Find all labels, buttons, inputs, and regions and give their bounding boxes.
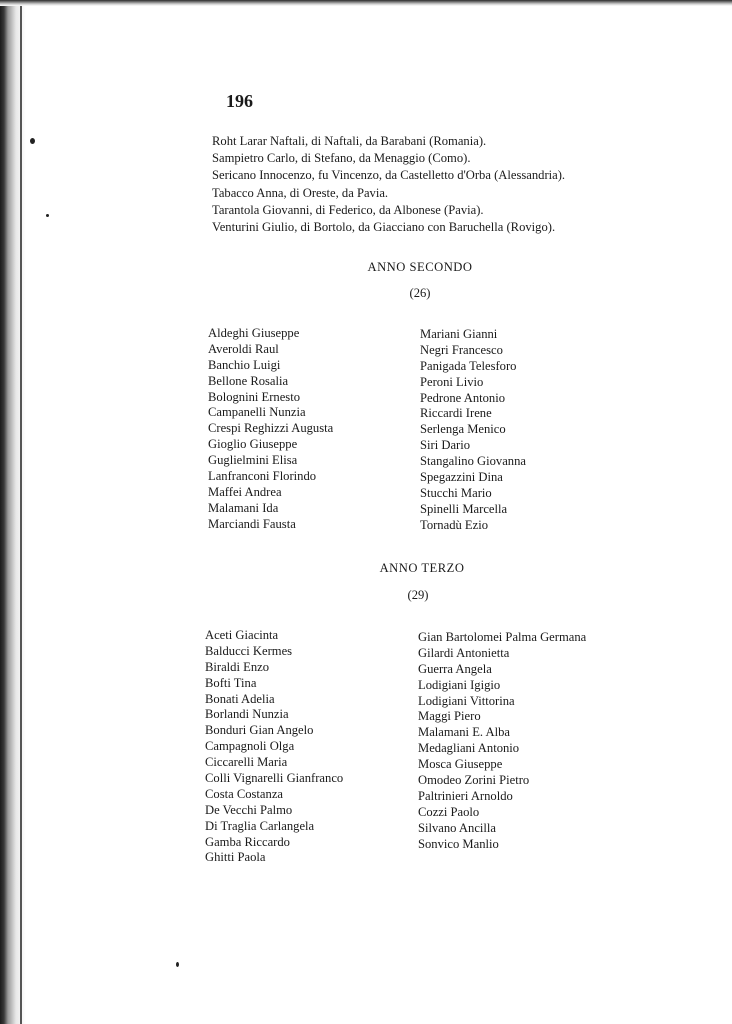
intro-line: Sampietro Carlo, di Stefano, da Menaggio (Como). xyxy=(212,151,471,166)
scan-speck xyxy=(176,962,179,967)
name-entry: Aldeghi Giuseppe xyxy=(208,326,300,340)
name-entry: Campagnoli Olga xyxy=(205,739,295,754)
name-entry: Stangalino Giovanna xyxy=(420,454,526,469)
name-entry: Gamba Riccardo xyxy=(205,834,290,849)
name-entry: Bonduri Gian Angelo xyxy=(205,723,314,738)
name-entry: Medagliani Antonio xyxy=(418,741,520,756)
intro-line: Roht Larar Naftali, di Naftali, da Barabani (Romania). xyxy=(212,134,487,148)
name-column-right xyxy=(420,327,526,534)
section-count-anno-secondo: (26) xyxy=(409,286,431,300)
name-entry: Ghitti Paola xyxy=(205,850,266,865)
name-entry: Biraldi Enzo xyxy=(205,659,270,674)
name-entry: Bolognini Ernesto xyxy=(208,389,300,404)
name-entry: Marciandi Fausta xyxy=(208,516,296,531)
name-entry: Bofti Tina xyxy=(205,675,257,690)
intro-line: Tarantola Giovanni, di Federico, da Albonese (Pavia). xyxy=(212,202,484,217)
scan-top-edge xyxy=(0,0,732,6)
name-entry: Mariani Gianni xyxy=(420,327,498,341)
intro-line: Venturini Giulio, di Bortolo, da Giacciano con Baruchella (Rovigo). xyxy=(212,219,556,234)
section-title-anno-terzo: ANNO TERZO xyxy=(379,561,465,575)
name-entry: Aceti Giacinta xyxy=(205,628,279,642)
name-entry: Lodigiani Vittorina xyxy=(418,693,515,708)
name-entry: Costa Costanza xyxy=(205,786,283,801)
name-entry: Negri Francesco xyxy=(420,342,503,357)
name-entry: Paltrinieri Arnoldo xyxy=(418,788,513,803)
name-entry: Colli Vignarelli Gianfranco xyxy=(205,771,344,786)
name-entry: Bellone Rosalia xyxy=(208,373,289,388)
scan-left-edge xyxy=(0,0,26,1024)
name-entry: De Vecchi Palmo xyxy=(205,802,293,817)
name-entry: Bonati Adelia xyxy=(205,691,275,706)
section-title-anno-secondo: ANNO SECONDO xyxy=(367,260,473,274)
name-entry: Siri Dario xyxy=(420,438,471,453)
name-entry: Stucchi Mario xyxy=(420,485,492,500)
name-entry: Lanfranconi Florindo xyxy=(208,469,317,484)
name-entry: Guerra Angela xyxy=(418,661,492,676)
scan-speck xyxy=(46,214,49,217)
name-entry: Borlandi Nunzia xyxy=(205,707,289,722)
intro-line: Tabacco Anna, di Oreste, da Pavia. xyxy=(212,185,389,200)
name-entry: Riccardi Irene xyxy=(420,406,492,421)
name-entry: Sonvico Manlio xyxy=(418,836,499,851)
name-entry: Pedrone Antonio xyxy=(420,390,506,405)
page-number: 196 xyxy=(226,91,253,111)
name-entry: Crespi Reghizzi Augusta xyxy=(208,421,334,436)
name-entry: Ciccarelli Maria xyxy=(205,755,288,770)
name-column-right xyxy=(418,630,586,852)
name-entry: Peroni Livio xyxy=(420,374,484,389)
name-entry: Omodeo Zorini Pietro xyxy=(418,773,530,788)
name-entry: Mosca Giuseppe xyxy=(418,757,503,772)
name-entry: Silvano Ancilla xyxy=(418,820,497,835)
scan-binding-line xyxy=(20,0,22,1024)
name-entry: Banchio Luigi xyxy=(208,357,281,372)
name-entry: Malamani Ida xyxy=(208,500,279,515)
name-entry: Guglielmini Elisa xyxy=(208,453,298,468)
name-entry: Maggi Piero xyxy=(418,709,481,724)
name-entry: Campanelli Nunzia xyxy=(208,405,306,420)
intro-line: Sericano Innocenzo, fu Vincenzo, da Castelletto d'Orba (Alessandria). xyxy=(212,168,566,183)
name-entry: Balducci Kermes xyxy=(205,643,293,658)
name-entry: Gilardi Antonietta xyxy=(418,645,510,660)
name-column-left xyxy=(205,628,343,866)
scan-speck xyxy=(30,138,35,144)
intro-list xyxy=(212,133,712,236)
name-entry: Cozzi Paolo xyxy=(418,804,480,819)
name-entry: Spegazzini Dina xyxy=(420,470,503,485)
name-entry: Malamani E. Alba xyxy=(418,725,510,740)
name-entry: Di Traglia Carlangela xyxy=(205,818,315,833)
section-count-anno-terzo: (29) xyxy=(407,588,429,602)
name-entry: Spinelli Marcella xyxy=(420,501,508,516)
name-entry: Lodigiani Igigio xyxy=(418,677,501,692)
name-entry: Averoldi Raul xyxy=(208,341,279,356)
name-entry: Panigada Telesforo xyxy=(420,358,517,373)
name-entry: Gioglio Giuseppe xyxy=(208,437,298,452)
name-entry: Serlenga Menico xyxy=(420,422,506,437)
name-entry: Gian Bartolomei Palma Germana xyxy=(418,630,587,644)
name-entry: Maffei Andrea xyxy=(208,484,282,499)
name-column-left xyxy=(208,326,333,533)
name-entry: Tornadù Ezio xyxy=(420,517,489,532)
